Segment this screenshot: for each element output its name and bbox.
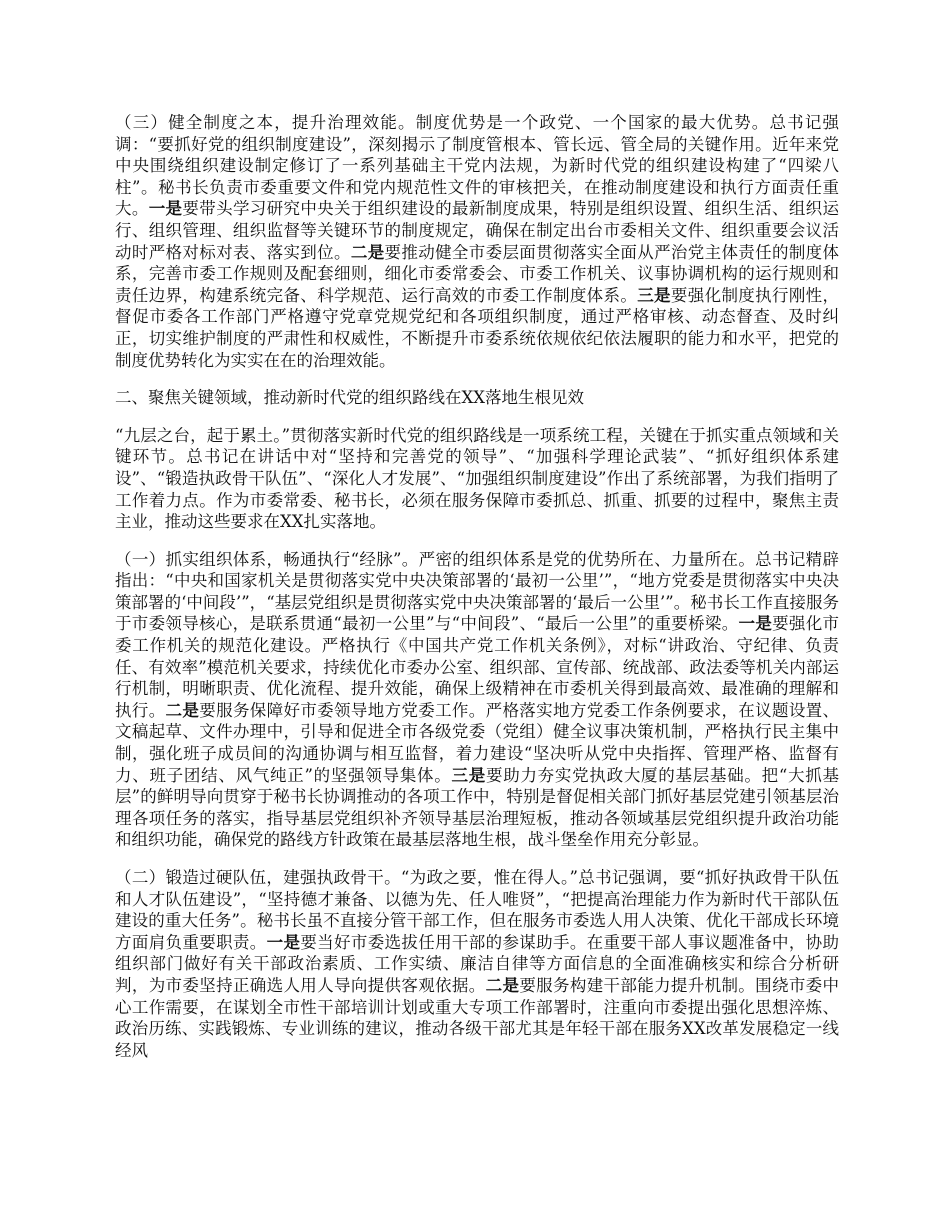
bold-keyword: 二是 [165,700,200,720]
bold-keyword: 一是 [738,614,773,634]
bold-keyword: 二是 [350,242,385,262]
text-segment: “九层之台，起于累土。”贯彻落实新时代党的组织路线是一项系统工程，关键在于抓实重点领域和关键环节。总书记在讲话中对“坚持和完善党的领导”、“加强科学理论武装”、“抓好组织体系建设”、“锻造执政骨干队伍”、“深化人才发展”、“加强组织制度建设”作出了系统部署，为我们指明了工作着力点。作为市委常委、秘书长，必须在服务保障市委抓总、抓重、抓要的过程中，聚焦主责主业，推动这些要求在XX扎实落地。 [115,425,839,532]
bold-keyword: 二是 [485,975,520,995]
paragraph-cadre-team [115,867,839,1061]
text-segment: 要推动健全市委层面贯彻落实全面从严治党主体责任的制度体系，完善市委工作规则及配套细则，细化市委常委会、市委工作机关、议事协调机构的运行规则和责任边界，构建系统完备、科学规范、运行高效的市委工作制度体系。 [115,242,840,305]
paragraph-institution [115,112,839,371]
bold-keyword: 一是 [266,932,301,952]
bold-keyword: 一是 [148,199,183,219]
paragraph-intro [115,425,839,533]
text-segment: （三）健全制度之本，提升治理效能。制度优势是一个政党、一个国家的最大优势。总书记强调：“要抓好党的组织制度建设”，深刻揭示了制度管根本、管长远、管全局的关键作用。近年来党中央围绕组织建设制定修订了一系列基础主干党内法规，为新时代党的组织建设构建了“四梁八柱”。秘书长负责市委重要文件和党内规范性文件的审核把关，在推动制度建设和执行方面责任重大。 [115,113,839,219]
bold-keyword: 三是 [451,765,486,785]
paragraph-organization-system [115,549,839,851]
text-segment: 要强化制度执行刚性，督促市委各工作部门严格遵守党章党规党纪和各项组织制度，通过严格审核、动态督查、及时纠正，切实维护制度的严肃性和权威性，不断提升市委系统依规依纪依法履职的能力和水平，把党的制度优势转化为实实在在的治理效能。 [115,285,840,370]
bold-keyword: 三是 [637,285,671,305]
text-segment: 要服务保障好市委领导地方党委工作。严格落实地方党委工作条例要求，在议题设置、文稿起草、文件办理中，引导和促进全市各级党委（党组）健全议事决策机制，严格执行民主集中制，强化班子成员间的沟通协调与相互监督，着力建设“坚决听从党中央指挥、管理严格、监督有力、班子团结、风气纯正”的坚强领导集体。 [115,700,840,785]
document-page [115,112,839,1077]
text-segment: 要当好市委选拔任用干部的参谋助手。在重要干部人事议题准备中，协助组织部门做好有关干部政治素质、工作实绩、廉洁自律等方面信息的全面准确核实和综合分析研判，为市委坚持正确选人用人导向提供客观依据。 [115,932,840,995]
text-segment: 要强化市委工作机关的规范化建设。严格执行《中国共产党工作机关条例》，对标“讲政治、守纪律、负责任、有效率”模范机关要求，持续优化市委办公室、组织部、宣传部、统战部、政法委等机关内部运行机制，明晰职责、优化流程、提升效能，确保上级精神在市委机关得到最高效、最准确的理解和执行。 [115,614,840,720]
text-segment: 要助力夯实党执政大厦的基层基础。把“大抓基层”的鲜明导向贯穿于秘书长协调推动的各项工作中，特别是督促相关部门抓好基层党建引领基层治理各项任务的落实，指导基层党组织补齐领导基层治理短板，推动各领域基层党组织提升政治功能和组织功能，确保党的路线方针政策在最基层落地生根，战斗堡垒作用充分彰显。 [115,765,840,850]
text-segment: （二）锻造过硬队伍，建强执政骨干。“为政之要，惟在得人。”总书记强调，要“抓好执政骨干队伍和人才队伍建设”，“坚持德才兼备、以德为先、任人唯贤”，“把提高治理能力作为新时代干部队伍建设的重大任务”。秘书长虽不直接分管干部工作，但在服务市委选人用人决策、优化干部成长环境方面肩负重要职责。 [115,868,839,952]
text-segment: （一）抓实组织体系，畅通执行“经脉”。严密的组织体系是党的优势所在、力量所在。总书记精辟指出：“中央和国家机关是贯彻落实党中央决策部署的‘最初一公里’”，“地方党委是贯彻落实中央决策部署的‘中间段’”，“基层党组织是贯彻落实党中央决策部署的‘最后一公里’”。秘书长工作直接服务于市委领导核心，是联系贯通“最初一公里”与“中间段”、“最后一公里”的重要桥梁。 [115,549,839,634]
heading-text: 二、聚焦关键领域，推动新时代党的组织路线在XX落地生根见效 [115,388,584,408]
text-segment: 要带头学习研究中央关于组织建设的最新制度成果，特别是组织设置、组织生活、组织运行、组织管理、组织监督等关键环节的制度规定，确保在制定出台市委相关文件、组织重要会议活动时严格对标对表、落实到位。 [115,199,840,262]
section-heading [115,387,839,409]
text-segment: 要服务构建干部能力提升机制。围绕市委中心工作需要，在谋划全市性干部培训计划或重大专项工作部署时，注重向市委提出强化思想淬炼、政治历练、实践锻炼、专业训练的建议，推动各级干部尤其是年轻干部在服务XX改革发展稳定一线经风 [115,975,840,1060]
